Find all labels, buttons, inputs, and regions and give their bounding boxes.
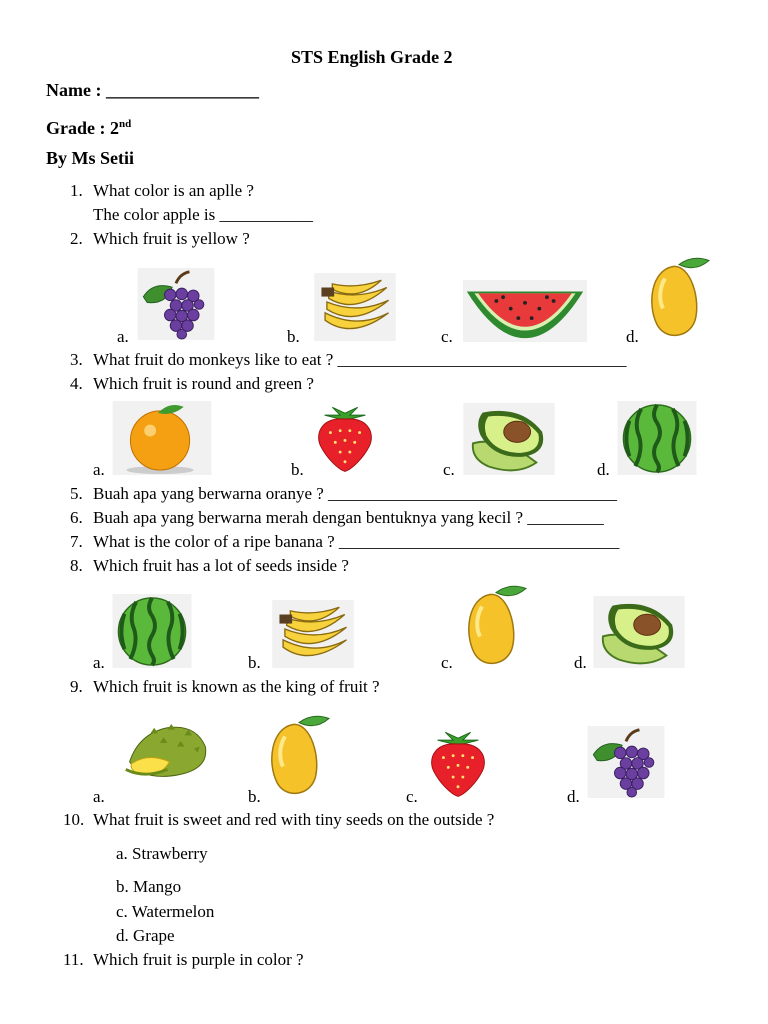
answer-option: b. Mango [116,877,182,896]
question-number: 2. [70,229,83,248]
grapes-icon [587,726,665,798]
name-label: Name : _________________ [46,80,259,100]
orange-icon [112,401,212,475]
avocado-icon [592,596,686,668]
option-letter: c. [441,653,453,672]
question-number: 8. [70,556,83,575]
durian-icon [122,714,212,786]
answer-line: The color apple is ___________ [93,205,314,224]
question-text: Which fruit is purple in color ? [93,950,304,969]
option-letter: b. [248,787,261,806]
option-letter: c. [406,787,418,806]
question-number: 3. [70,350,83,369]
question-number: 11. [63,950,84,969]
option-letter: d. [597,460,610,479]
question-text: Which fruit is known as the king of fruit ? [93,677,380,696]
watermelon-icon [112,594,192,668]
question-text: Buah apa yang berwarna merah dengan bentuknya yang kecil ? _________ [93,508,604,527]
option-letter: d. [574,653,587,672]
mango-icon [460,582,530,668]
grapes-icon [137,268,215,340]
strawberry-icon [311,399,379,473]
answer-option: d. Grape [116,926,175,945]
bananas-icon [268,600,358,668]
option-letter: a. [93,787,105,806]
question-text: What color is an aplle ? [93,181,254,200]
option-letter: b. [248,653,261,672]
question-number: 7. [70,532,83,551]
option-letter: d. [626,327,639,346]
question-text: Which fruit has a lot of seeds inside ? [93,556,349,575]
grade-superscript: nd [118,118,132,130]
watermelon-slice-icon [461,280,589,342]
option-letter: a. [117,327,129,346]
question-number: 4. [70,374,83,393]
mango-icon [263,712,333,798]
avocado-icon [462,403,556,475]
question-number: 10. [63,810,85,829]
author-label: By Ms Setii [46,148,134,168]
question-number: 6. [70,508,83,527]
mango-icon [643,254,713,340]
question-number: 1. [70,181,83,200]
answer-option: c. Watermelon [116,902,215,921]
question-number: 5. [70,484,83,503]
question-text: Which fruit is yellow ? [93,229,250,248]
page-title: STS English Grade 2 [291,47,453,67]
question-text: What fruit is sweet and red with tiny seeds on the outside ? [93,810,495,829]
option-letter: c. [443,460,455,479]
bananas-icon [310,273,400,341]
option-letter: a. [93,460,105,479]
strawberry-icon [424,724,492,798]
option-letter: c. [441,327,453,346]
question-number: 9. [70,677,83,696]
watermelon-icon [617,401,697,475]
question-text: What is the color of a ripe banana ? _________________________________ [93,532,620,551]
grade-label [46,114,131,138]
option-letter: b. [287,327,300,346]
grade-text: Grade : 2 [46,118,119,138]
option-letter: a. [93,653,105,672]
question-text: What fruit do monkeys like to eat ? __________________________________ [93,350,627,369]
question-text: Buah apa yang berwarna oranye ? __________________________________ [93,484,618,503]
option-letter: d. [567,787,580,806]
answer-option: a. Strawberry [116,844,208,863]
option-letter: b. [291,460,304,479]
question-text: Which fruit is round and green ? [93,374,314,393]
